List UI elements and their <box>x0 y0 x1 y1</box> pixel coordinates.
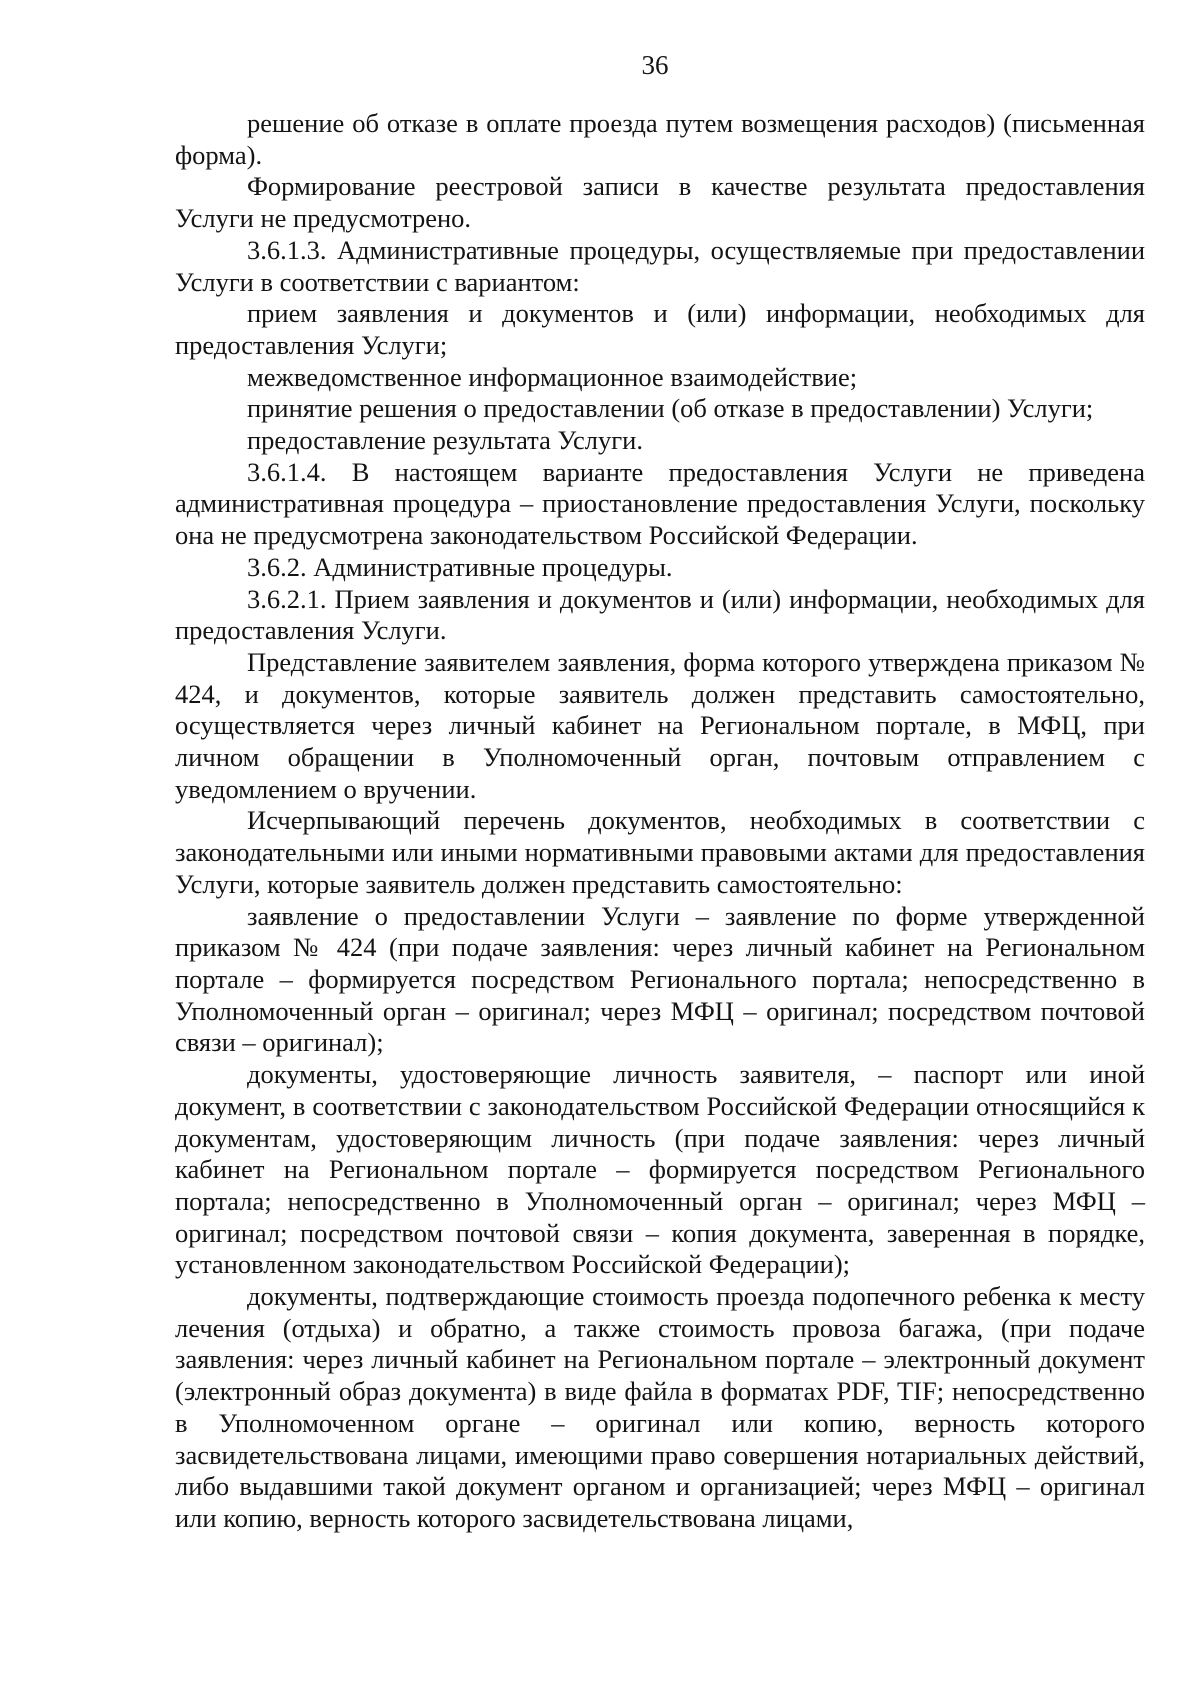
page-number: 36 <box>641 50 669 80</box>
paragraph-3-6-1-3: 3.6.1.3. Административные процедуры, осуществляемые при предоставлении Услуги в соответствии с вариантом: <box>175 234 1145 297</box>
paragraph-submission: Представление заявителем заявления, форма которого утверждена приказом № 424, и документов, которые заявитель должен представить самостоятельно, осуществляется через личный кабинет на Региональном портале, в МФЦ, при личном обращении в Уполномоченный орган, почтовым отправлением с уведомлением о вручении. <box>175 646 1145 804</box>
list-item-reception: прием заявления и документов и (или) информации, необходимых для предоставления Услуги; <box>175 298 1145 360</box>
list-item-result: предоставление результата Услуги. <box>247 425 643 456</box>
paragraph-continuation: решение об отказе в оплате проезда путем возмещения расходов) (письменная форма). <box>175 108 1145 170</box>
paragraph-documents-list-intro: Исчерпывающий перечень документов, необходимых в соответствии с законодательными или иными нормативными правовыми актами для предоставления Услуги, которые заявитель должен представить самостоятельно: <box>175 805 1145 899</box>
list-item-travel-cost-documents: документы, подтверждающие стоимость проезда подопечного ребенка к месту лечения (отдыха) и обратно, а также стоимость провоза багажа, (при подаче заявления: через личный кабинет на Региональном портале – электронный документ (электронный образ документа) в виде файла в форматах PDF, TIF; непосредственно в Уполномоченном органе – оригинал или копию, верность которого засвидетельствована лицами, имеющими право совершения нотариальных действий, либо выдавшими такой документ органом и организацией; через МФЦ – оригинал или копию, верность которого засвидетельствована лицами, <box>175 1281 1145 1533</box>
document-body <box>175 108 1145 1535</box>
list-item-interagency: межведомственное информационное взаимодействие; <box>247 361 858 392</box>
section-heading-3-6-2-1: 3.6.2.1. Прием заявления и документов и (или) информации, необходимых для предоставления Услуги. <box>175 583 1145 646</box>
paragraph-registry-record: Формирование реестровой записи в качестве результата предоставления Услуги не предусмотрено. <box>175 171 1145 234</box>
list-item-identity-documents: документы, удостоверяющие личность заявителя, – паспорт или иной документ, в соответствии с законодательством Российской Федерации относящийся к документам, удостоверяющим личность (при подаче заявления: через личный кабинет на Региональном портале – формируется посредством Регионального портала; непосредственно в Уполномоченный орган – оригинал; через МФЦ – оригинал; посредством почтовой связи – копия документа, заверенная в порядке, установленном законодательством Российской Федерации); <box>175 1059 1145 1280</box>
list-item-decision: принятие решения о предоставлении (об отказе в предоставлении) Услуги; <box>247 393 1094 424</box>
section-heading-3-6-2: 3.6.2. Административные процедуры. <box>247 551 673 582</box>
list-item-application: заявление о предоставлении Услуги – заявление по форме утвержденной приказом № 424 (при подаче заявления: через личный кабинет на Региональном портале – формируется посредством Регионального портала; непосредственно в Уполномоченный орган – оригинал; через МФЦ – оригинал; посредством почтовой связи – оригинал); <box>175 900 1145 1058</box>
paragraph-3-6-1-4: 3.6.1.4. В настоящем варианте предоставления Услуги не приведена административная процедура – приостановление предоставления Услуги, поскольку она не предусмотрена законодательством Российской Федерации. <box>175 456 1145 551</box>
